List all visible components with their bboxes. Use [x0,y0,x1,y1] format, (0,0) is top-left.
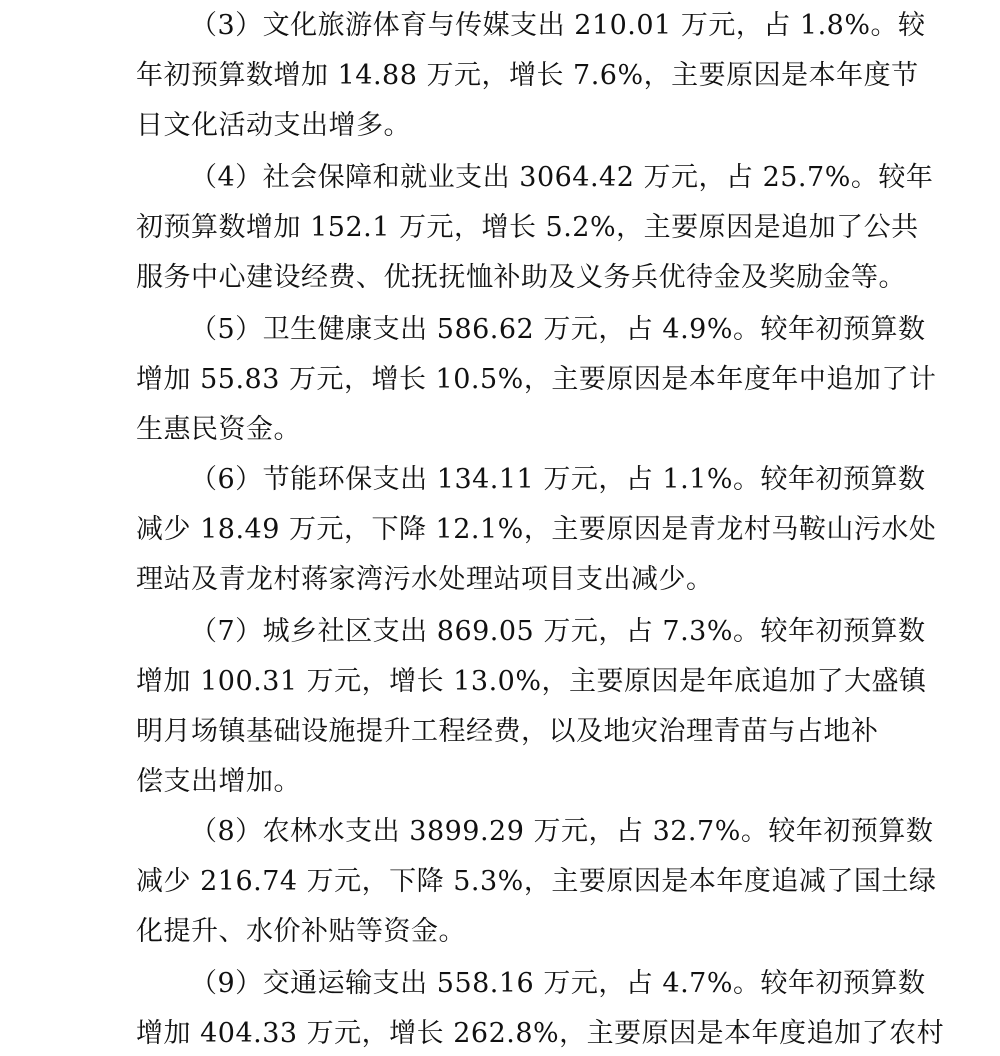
paragraph-3-line-3: 日文化活动支出增多。 [136,110,411,141]
paragraph-4-line-1: （4）社会保障和就业支出 3064.42 万元，占 25.7%。较年 [190,162,934,193]
paragraph-8-line-1: （8）农林水支出 3899.29 万元，占 32.7%。较年初预算数 [190,816,934,847]
paragraph-7-line-3: 明月场镇基础设施提升工程经费，以及地灾治理青苗与占地补 [136,716,879,747]
paragraph-7-line-4: 偿支出增加。 [136,766,301,797]
paragraph-3-line-2: 年初预算数增加 14.88 万元，增长 7.6%，主要原因是本年度节 [136,60,919,91]
paragraph-6-line-3: 理站及青龙村蒋家湾污水处理站项目支出减少。 [136,564,714,595]
paragraph-6-line-2: 减少 18.49 万元，下降 12.1%，主要原因是青龙村马鞍山污水处 [136,514,937,545]
paragraph-9-line-1: （9）交通运输支出 558.16 万元，占 4.7%。较年初预算数 [190,968,926,999]
paragraph-4-line-2: 初预算数增加 152.1 万元，增长 5.2%，主要原因是追加了公共 [136,212,919,243]
paragraph-8-line-2: 减少 216.74 万元，下降 5.3%，主要原因是本年度追减了国土绿 [136,866,937,897]
paragraph-9-line-2: 增加 404.33 万元，增长 262.8%，主要原因是本年度追加了农村 [136,1018,945,1049]
paragraph-4-line-3: 服务中心建设经费、优抚抚恤补助及义务兵优待金及奖励金等。 [136,262,906,293]
paragraph-7-line-1: （7）城乡社区支出 869.05 万元，占 7.3%。较年初预算数 [190,616,926,647]
paragraph-5-line-2: 增加 55.83 万元，增长 10.5%，主要原因是本年度年中追加了计 [136,364,937,395]
paragraph-5-line-1: （5）卫生健康支出 586.62 万元，占 4.9%。较年初预算数 [190,314,926,345]
paragraph-5-line-3: 生惠民资金。 [136,414,301,445]
paragraph-7-line-2: 增加 100.31 万元，增长 13.0%，主要原因是年底追加了大盛镇 [136,666,927,697]
paragraph-6-line-1: （6）节能环保支出 134.11 万元，占 1.1%。较年初预算数 [190,464,926,495]
paragraph-8-line-3: 化提升、水价补贴等资金。 [136,916,466,947]
paragraph-3-line-1: （3）文化旅游体育与传媒支出 210.01 万元，占 1.8%。较 [190,10,926,41]
